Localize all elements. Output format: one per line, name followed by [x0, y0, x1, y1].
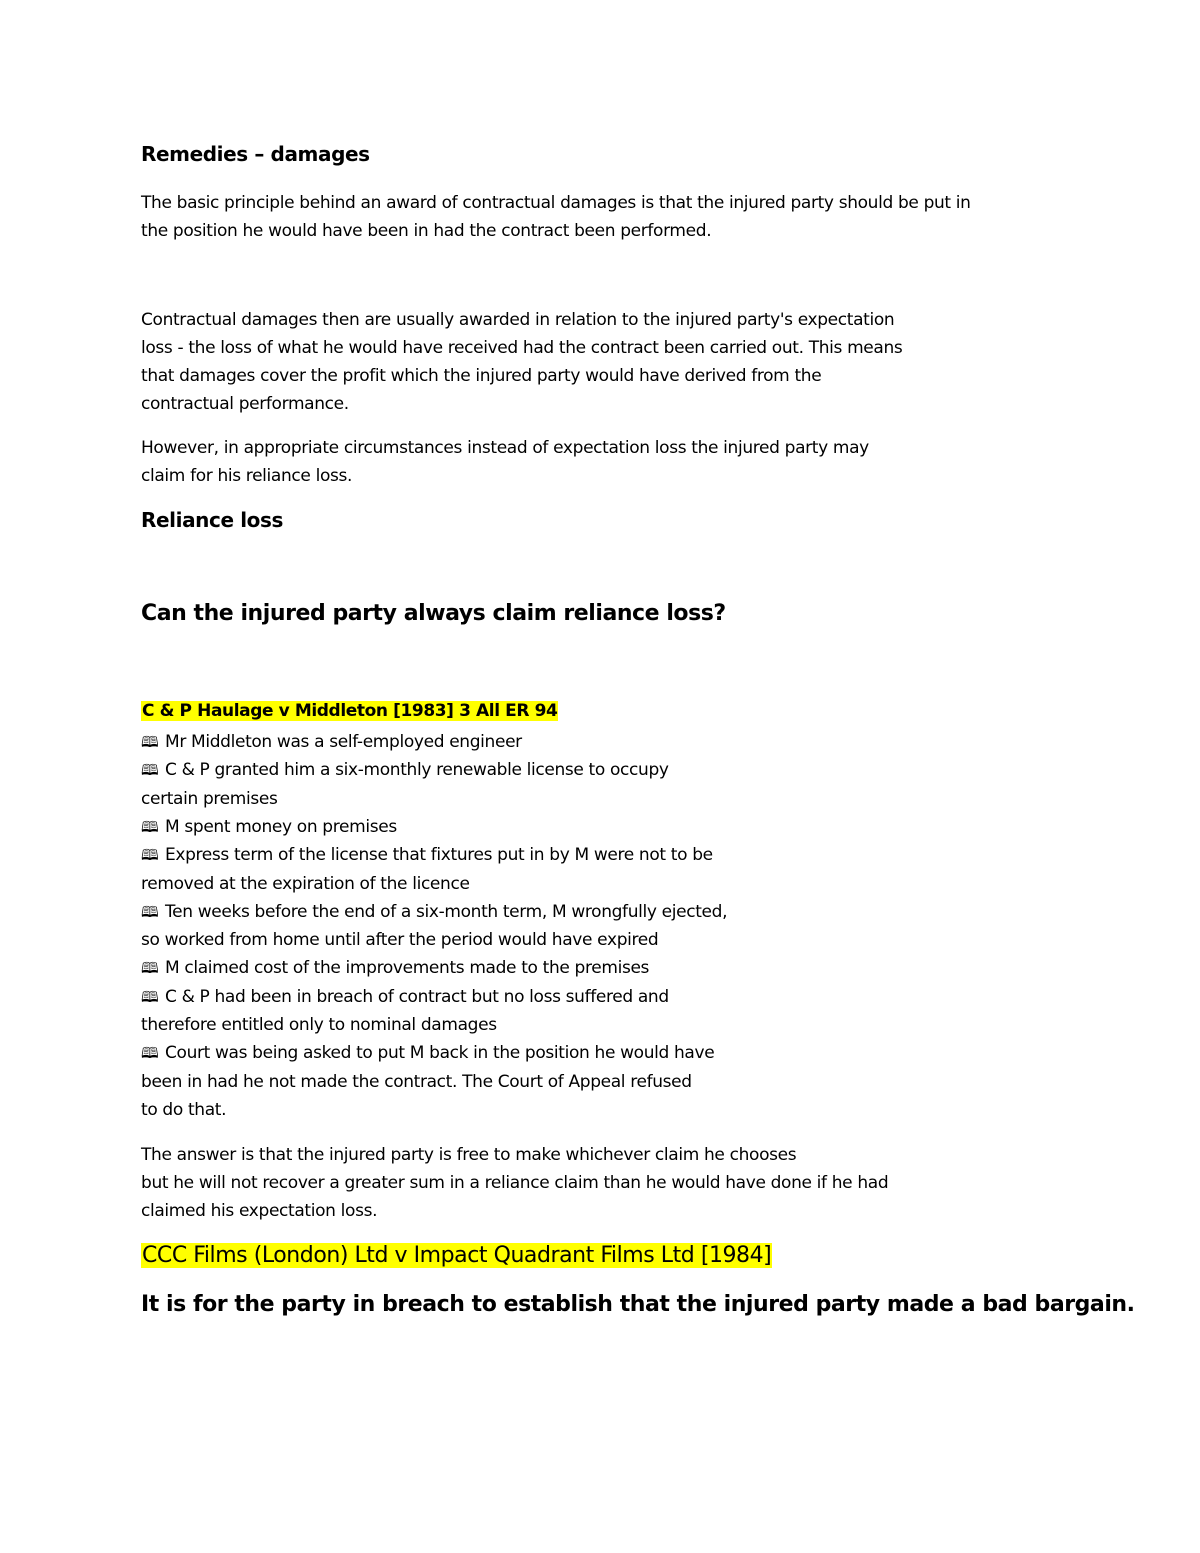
answer-line-2: but he will not recover a greater sum in a reliance claim than he would have done if he had — [141, 1173, 889, 1193]
case1-line-text: certain premises — [141, 789, 278, 809]
heading-reliance-loss: Reliance loss — [141, 508, 283, 532]
case2-title — [141, 1245, 772, 1267]
case1-line-text: M claimed cost of the improvements made to the premises — [165, 958, 650, 978]
case1-line-text: therefore entitled only to nominal damages — [141, 1015, 497, 1035]
case1-bullet-item — [141, 759, 669, 781]
case1-line-text: Mr Middleton was a self-employed engineer — [165, 732, 522, 752]
case1-bullet-item — [141, 901, 727, 923]
page-title: Remedies – damages — [141, 142, 370, 166]
intro-line-2: the position he would have been in had the contract been performed. — [141, 221, 712, 241]
case1-line-text: Court was being asked to put M back in the position he would have — [165, 1043, 715, 1063]
book-bullet-icon: 🕮 — [141, 846, 159, 864]
book-bullet-icon: 🕮 — [141, 818, 159, 836]
case1-bullet-item — [141, 731, 522, 753]
case1-line-text: M spent money on premises — [165, 817, 397, 837]
case1-bullet-item — [141, 844, 713, 866]
case1-line-text: Express term of the license that fixtures put in by M were not to be — [165, 845, 713, 865]
case2-title-highlight: CCC Films (London) Ltd v Impact Quadrant Films Ltd [1984] — [142, 1243, 772, 1268]
book-bullet-icon: 🕮 — [141, 988, 159, 1006]
book-bullet-icon: 🕮 — [141, 733, 159, 751]
book-bullet-icon: 🕮 — [141, 1044, 159, 1062]
final-statement: It is for the party in breach to establish that the injured party made a bad bargain. — [141, 1292, 1135, 1317]
book-bullet-icon: 🕮 — [141, 959, 159, 977]
answer-line-3: claimed his expectation loss. — [141, 1201, 378, 1221]
case1-title — [141, 700, 558, 722]
para2-line-1: Contractual damages then are usually awarded in relation to the injured party's expectation — [141, 310, 895, 330]
case1-bullet-item — [141, 957, 649, 979]
case1-line-text: to do that. — [141, 1100, 227, 1120]
case1-line-text: so worked from home until after the period would have expired — [141, 930, 659, 950]
case1-continuation-line — [141, 788, 278, 810]
case1-bullet-item — [141, 986, 669, 1008]
case1-continuation-line — [141, 873, 470, 895]
case1-continuation-line — [141, 1099, 226, 1121]
para2-line-3: that damages cover the profit which the injured party would have derived from the — [141, 366, 822, 386]
case1-continuation-line — [141, 1071, 692, 1093]
case1-line-text: Ten weeks before the end of a six-month term, M wrongfully ejected, — [165, 902, 728, 922]
case1-bullet-item — [141, 816, 397, 838]
case1-line-text: been in had he not made the contract. The Court of Appeal refused — [141, 1072, 692, 1092]
book-bullet-icon: 🕮 — [141, 761, 159, 779]
case1-continuation-line — [141, 1014, 497, 1036]
case1-continuation-line — [141, 929, 658, 951]
heading-question: Can the injured party always claim reliance loss? — [141, 601, 726, 626]
para2-line-2: loss - the loss of what he would have received had the contract been carried out. This means — [141, 338, 903, 358]
para3-line-2: claim for his reliance loss. — [141, 466, 353, 486]
case1-title-highlight: C & P Haulage v Middleton [1983] 3 All ER 94 — [142, 701, 558, 721]
case1-line-text: removed at the expiration of the licence — [141, 874, 470, 894]
para2-line-4: contractual performance. — [141, 394, 349, 414]
para3-line-1: However, in appropriate circumstances instead of expectation loss the injured party may — [141, 438, 869, 458]
case1-line-text: C & P granted him a six-monthly renewable license to occupy — [165, 760, 669, 780]
answer-line-1: The answer is that the injured party is free to make whichever claim he chooses — [141, 1145, 797, 1165]
book-bullet-icon: 🕮 — [141, 903, 159, 921]
case1-line-text: C & P had been in breach of contract but no loss suffered and — [165, 987, 669, 1007]
case1-bullet-item — [141, 1042, 714, 1064]
intro-line-1: The basic principle behind an award of contractual damages is that the injured party should be put in — [141, 193, 971, 213]
